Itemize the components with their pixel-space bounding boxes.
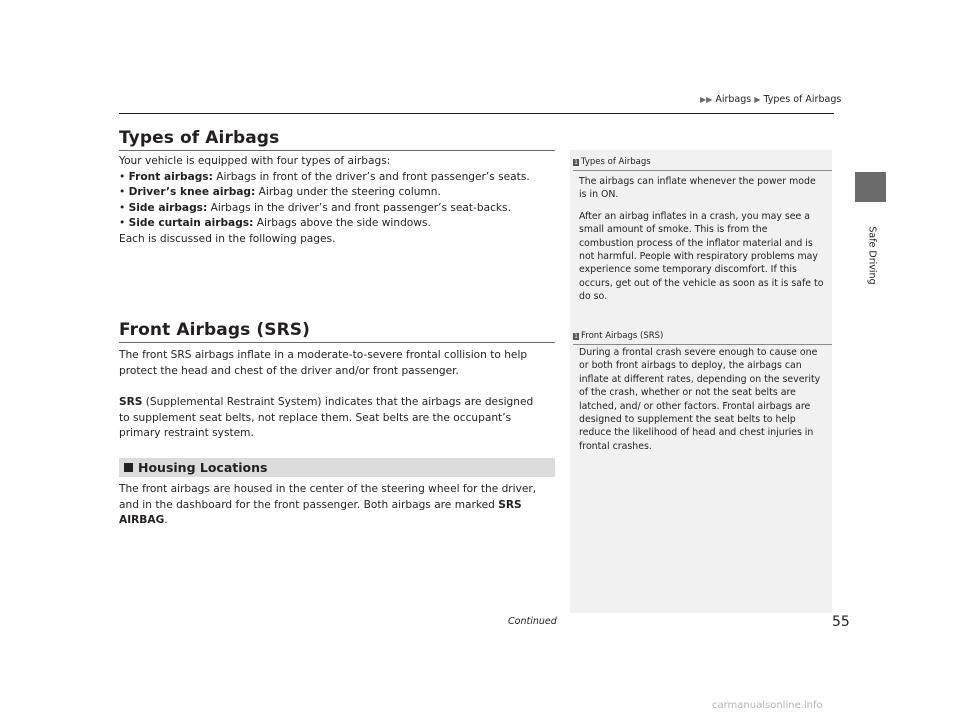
list-item: • Front airbags: Airbags in front of the driver’s and front passenger’s seats. <box>119 170 530 183</box>
note-divider <box>573 170 832 171</box>
section-title-types: Types of Airbags <box>119 128 280 148</box>
breadcrumb-item-airbags[interactable]: Airbags <box>715 94 752 105</box>
page-number: 55 <box>832 614 850 630</box>
list-item: • Driver’s knee airbag: Airbag under the steering column. <box>119 186 441 199</box>
section-body-types: Your vehicle is equipped with four types of airbags: • Front airbags: Airbags in front of the driver’s and front passenger’s seats. • Driver’s knee airbag: Airbag under the steering column. • Side airbags: Airbags in the driver’s and front passenger’s seat-backs. • Side curtain airbags: Airbags above the side windows. Each is discussed in the following pages. <box>119 154 559 248</box>
note-divider <box>573 344 832 345</box>
continued-label: Continued <box>508 616 557 627</box>
note-body-types: The airbags can inflate whenever the power mode is in ON. After an airbag inflates in a crash, you may see a small amount of smoke. This is from the combustion process of the inflator material and is not harmful. People with respiratory problems may experience some temporary discomfort. If this occurs, get out of the vehicle as soon as it is safe to do so. <box>579 176 824 303</box>
note-title-types: 1 Types of Airbags <box>574 157 651 167</box>
note-title-front: 1 Front Airbags (SRS) <box>574 331 664 341</box>
list-item: • Side curtain airbags: Airbags above the side windows. <box>119 217 431 230</box>
section-body-front-p2: SRS (Supplemental Restraint System) indicates that the airbags are designed to supplement seat belts, not replace them. Seat belts are the occupant’s primary restraint system. <box>119 396 534 440</box>
chapter-tab-label[interactable]: Safe Driving <box>866 226 878 285</box>
note-marker-icon: 1 <box>574 159 578 166</box>
section-title-front: Front Airbags (SRS) <box>119 320 310 340</box>
watermark-text: carmanualsonline.info <box>712 700 823 711</box>
section-body-front-p1: The front SRS airbags inflate in a moderate-to-severe frontal collision to help protect the head and chest of the driver and/or front passenger. <box>119 349 528 377</box>
note-marker-icon: 1 <box>574 333 578 340</box>
note-body-front: During a frontal crash severe enough to cause one or both front airbags to deploy, the airbags can inflate at different rates, depending on the severity of the crash, whether or not the seat belts are latched, and/ or other factors. Frontal airbags are designed to supplement the seat belts to help reduce the likelihood of head and chest injuries in frontal crashes. <box>579 347 821 452</box>
breadcrumb-arrow-icon: ▶ <box>754 95 761 104</box>
breadcrumb-item-types[interactable]: Types of Airbags <box>763 94 842 105</box>
header-divider <box>119 113 834 114</box>
section-divider <box>119 342 555 343</box>
section-divider <box>119 150 555 151</box>
square-bullet-icon <box>124 463 133 472</box>
breadcrumb <box>700 94 841 105</box>
chapter-tab-marker <box>855 172 886 202</box>
section-body-housing: The front airbags are housed in the center of the steering wheel for the driver, and in the dashboard for the front passenger. Both airbags are marked SRS AIRBAG. <box>119 483 537 527</box>
breadcrumb-arrow-icon: ▶▶ <box>700 95 713 104</box>
subheading-housing: Housing Locations <box>124 460 267 475</box>
list-item: • Side airbags: Airbags in the driver’s and front passenger’s seat-backs. <box>119 201 511 214</box>
